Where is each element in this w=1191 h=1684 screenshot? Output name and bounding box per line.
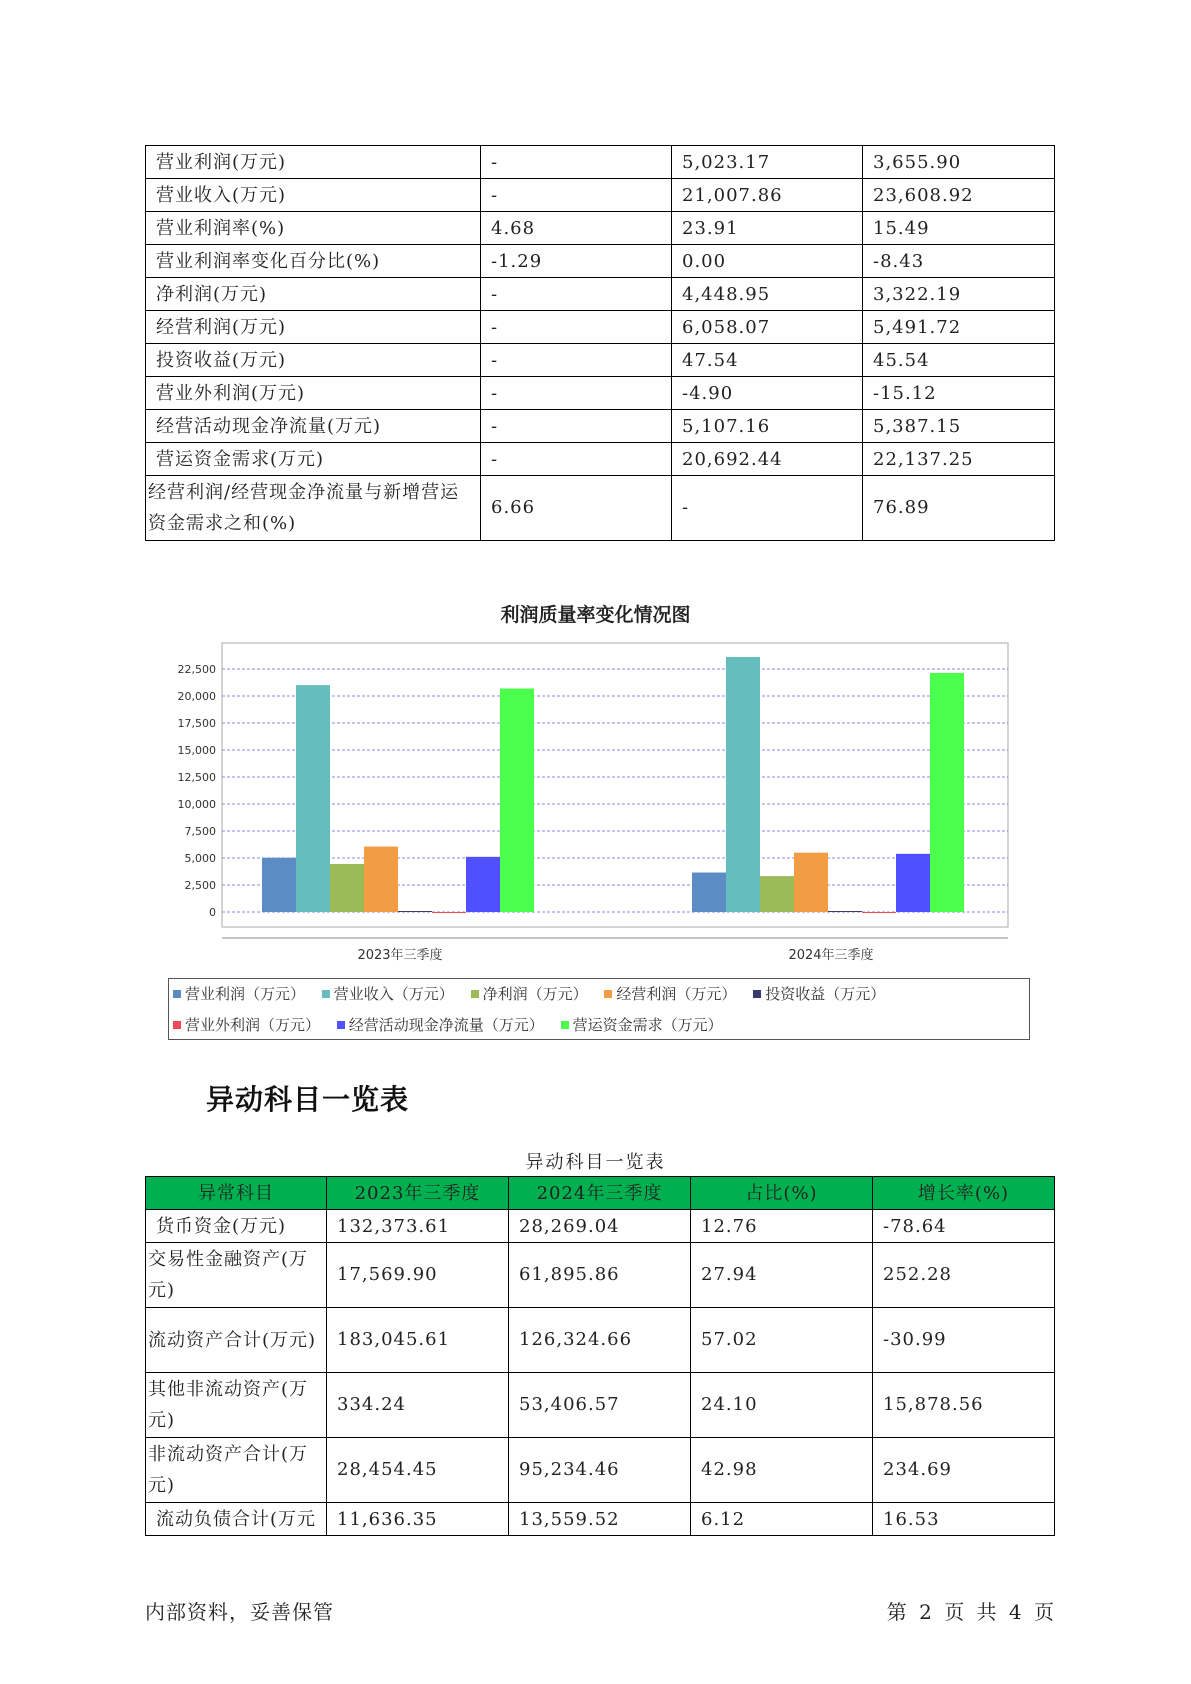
cell-value: 12.76	[691, 1210, 873, 1243]
cell-value: 47.54	[672, 344, 863, 377]
column-header: 2024年三季度	[509, 1177, 691, 1210]
cell-value: 234.69	[873, 1438, 1055, 1503]
cell-value: 126,324.66	[509, 1308, 691, 1373]
column-header: 异常科目	[146, 1177, 327, 1210]
y-tick-label: 10,000	[177, 798, 216, 811]
cell-value: 22,137.25	[863, 443, 1055, 476]
legend-item	[173, 1014, 320, 1035]
legend-swatch	[173, 1021, 181, 1029]
cell-value: 183,045.61	[327, 1308, 509, 1373]
row-label: 货币资金(万元)	[146, 1210, 327, 1243]
cell-value: -	[672, 476, 863, 541]
cell-value: 132,373.61	[327, 1210, 509, 1243]
y-tick-label: 15,000	[177, 744, 216, 757]
bar	[262, 858, 296, 912]
section-heading: 异动科目一览表	[206, 1083, 410, 1116]
cell-value: -	[481, 179, 672, 212]
cell-value: 0.00	[672, 245, 863, 278]
legend-swatch	[561, 1021, 569, 1029]
cell-value: 23.91	[672, 212, 863, 245]
cell-value: -	[481, 443, 672, 476]
legend-label: 净利润（万元）	[482, 985, 588, 1003]
row-label: 营业利润(万元)	[146, 146, 481, 179]
footer-page-number: 第 2 页 共 4 页	[886, 1600, 1054, 1624]
bar	[398, 911, 432, 912]
bar	[296, 685, 330, 912]
y-tick-label: 7,500	[184, 825, 216, 838]
bar	[692, 873, 726, 912]
cell-value: 57.02	[691, 1308, 873, 1373]
bar	[364, 847, 398, 912]
legend-row	[173, 1014, 735, 1040]
cell-value: -4.90	[672, 377, 863, 410]
cell-value: 24.10	[691, 1373, 873, 1438]
cell-value: 53,406.57	[509, 1373, 691, 1438]
row-label: 非流动资产合计(万元)	[146, 1438, 327, 1503]
cell-value: 16.53	[873, 1503, 1055, 1536]
row-label: 净利润(万元)	[146, 278, 481, 311]
cell-value: 95,234.46	[509, 1438, 691, 1503]
table-row	[146, 1308, 1055, 1373]
cell-value: 76.89	[863, 476, 1055, 541]
y-tick-label: 5,000	[184, 852, 216, 865]
table-row	[146, 1373, 1055, 1438]
legend-item	[753, 983, 885, 1004]
legend-swatch	[173, 990, 181, 998]
row-label: 营业利润率(%)	[146, 212, 481, 245]
legend-label: 经营利润（万元）	[616, 985, 737, 1003]
cell-value: 4,448.95	[672, 278, 863, 311]
cell-value: 4.68	[481, 212, 672, 245]
table-row	[146, 1438, 1055, 1503]
cell-value: -	[481, 377, 672, 410]
cell-value: 252.28	[873, 1243, 1055, 1308]
row-label: 经营利润(万元)	[146, 311, 481, 344]
row-label: 流动负债合计(万元	[146, 1503, 327, 1536]
cell-value: -1.29	[481, 245, 672, 278]
row-label: 营业收入(万元)	[146, 179, 481, 212]
cell-value: 6.66	[481, 476, 672, 541]
legend-row	[173, 983, 897, 1009]
column-header: 占比(%)	[691, 1177, 873, 1210]
y-tick-label: 22,500	[177, 663, 216, 676]
cell-value: 5,023.17	[672, 146, 863, 179]
row-label: 其他非流动资产(万元)	[146, 1373, 327, 1438]
column-header: 增长率(%)	[873, 1177, 1055, 1210]
legend-item	[561, 1014, 723, 1035]
y-tick-label: 17,500	[177, 717, 216, 730]
cell-value: 6.12	[691, 1503, 873, 1536]
legend-label: 经营活动现金净流量（万元）	[348, 1016, 544, 1034]
cell-value: 11,636.35	[327, 1503, 509, 1536]
bar	[466, 857, 500, 912]
legend-item	[471, 983, 588, 1004]
cell-value: 5,107.16	[672, 410, 863, 443]
y-tick-label: 20,000	[177, 690, 216, 703]
x-tick-label: 2024年三季度	[788, 948, 874, 963]
cell-value: 3,655.90	[863, 146, 1055, 179]
row-label: 营运资金需求(万元)	[146, 443, 481, 476]
bar	[896, 854, 930, 912]
cell-value: -	[481, 311, 672, 344]
y-tick-label: 2,500	[184, 879, 216, 892]
row-label: 营业利润率变化百分比(%)	[146, 245, 481, 278]
y-tick-label: 0	[209, 906, 216, 919]
table-row	[146, 1503, 1055, 1536]
legend-swatch	[471, 990, 479, 998]
cell-value: 23,608.92	[863, 179, 1055, 212]
anomaly-accounts-table	[145, 1176, 1055, 1536]
y-tick-label: 12,500	[177, 771, 216, 784]
cell-value: -30.99	[873, 1308, 1055, 1373]
cell-value: 28,269.04	[509, 1210, 691, 1243]
cell-value: 27.94	[691, 1243, 873, 1308]
legend-item	[322, 983, 454, 1004]
x-tick-label: 2023年三季度	[357, 948, 443, 963]
legend-label: 营运资金需求（万元）	[572, 1016, 723, 1034]
row-label: 交易性金融资产(万元)	[146, 1243, 327, 1308]
bar	[432, 912, 466, 913]
legend-item	[604, 983, 736, 1004]
cell-value: 6,058.07	[672, 311, 863, 344]
cell-value: 28,454.45	[327, 1438, 509, 1503]
y-axis	[178, 663, 217, 919]
cell-value: 61,895.86	[509, 1243, 691, 1308]
cell-value: -15.12	[863, 377, 1055, 410]
row-label: 营业外利润(万元)	[146, 377, 481, 410]
cell-value: -	[481, 278, 672, 311]
row-label: 经营利润/经营现金净流量与新增营运资金需求之和(%)	[146, 476, 481, 541]
row-label: 经营活动现金净流量(万元)	[146, 410, 481, 443]
cell-value: 5,387.15	[863, 410, 1055, 443]
chart-title: 利润质量率变化情况图	[500, 604, 691, 626]
cell-value: -	[481, 146, 672, 179]
legend-swatch	[322, 990, 330, 998]
cell-value: 15.49	[863, 212, 1055, 245]
cell-value: -	[481, 410, 672, 443]
bar	[930, 673, 964, 912]
cell-value: 17,569.90	[327, 1243, 509, 1308]
bar	[794, 853, 828, 912]
bar	[330, 864, 364, 912]
cell-value: -8.43	[863, 245, 1055, 278]
table-header-row	[146, 1177, 1055, 1210]
cell-value: 334.24	[327, 1373, 509, 1438]
row-label: 投资收益(万元)	[146, 344, 481, 377]
bar	[500, 689, 534, 912]
legend-swatch	[337, 1021, 345, 1029]
cell-value: 20,692.44	[672, 443, 863, 476]
legend-label: 投资收益（万元）	[765, 985, 886, 1003]
cell-value: 15,878.56	[873, 1373, 1055, 1438]
legend-swatch	[753, 990, 761, 998]
legend-label: 营业利润（万元）	[185, 985, 306, 1003]
row-label: 流动资产合计(万元)	[146, 1308, 327, 1373]
cell-value: 13,559.52	[509, 1503, 691, 1536]
cell-value: 5,491.72	[863, 311, 1055, 344]
table-row	[146, 1243, 1055, 1308]
cell-value: -78.64	[873, 1210, 1055, 1243]
table-caption: 异动科目一览表	[525, 1152, 666, 1173]
bar	[828, 911, 862, 912]
bar	[726, 657, 760, 912]
bar	[760, 876, 794, 912]
bar	[862, 912, 896, 913]
cell-value: -	[481, 344, 672, 377]
table-row	[146, 1210, 1055, 1243]
column-header: 2023年三季度	[327, 1177, 509, 1210]
cell-value: 45.54	[863, 344, 1055, 377]
legend-item	[173, 983, 305, 1004]
cell-value: 42.98	[691, 1438, 873, 1503]
legend-item	[337, 1014, 544, 1035]
cell-value: 21,007.86	[672, 179, 863, 212]
legend-label: 营业外利润（万元）	[185, 1016, 321, 1034]
cell-value: 3,322.19	[863, 278, 1055, 311]
legend-swatch	[604, 990, 612, 998]
footer-confidential-note: 内部资料，妥善保管	[145, 1600, 334, 1624]
legend-label: 营业收入（万元）	[333, 985, 454, 1003]
chart-legend	[168, 978, 1030, 1040]
